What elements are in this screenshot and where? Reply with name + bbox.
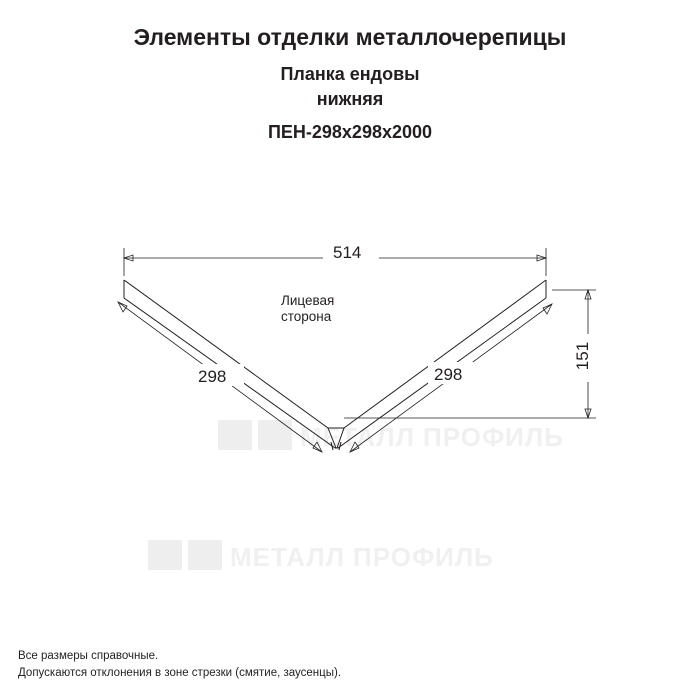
footer-notes — [18, 648, 341, 682]
dimension-height — [344, 290, 596, 418]
technical-drawing — [0, 180, 700, 600]
footer-note-1: Все размеры справочные. — [18, 650, 159, 662]
dimension-top-width-value: 514 — [333, 243, 362, 262]
page-title: Элементы отделки металлочерепицы — [133, 24, 567, 50]
title-block — [0, 22, 700, 145]
svg-text:МЕТАЛЛ ПРОФИЛЬ: МЕТАЛЛ ПРОФИЛЬ — [230, 542, 494, 572]
product-name-line2: нижняя — [316, 89, 384, 109]
watermark-bottom — [148, 540, 494, 572]
dimension-left-slope-value: 298 — [198, 367, 227, 386]
dimension-right-slope-value: 298 — [434, 365, 463, 384]
footer-note-2: Допускаются отклонения в зоне стрезки (смятие, заусенцы). — [18, 667, 342, 679]
face-label-line2: сторона — [281, 309, 332, 324]
face-label-line1: Лицевая — [281, 293, 335, 308]
svg-text:МЕТАЛЛ ПРОФИЛЬ: МЕТАЛЛ ПРОФИЛЬ — [300, 422, 564, 452]
product-name-line1: Планка ендовы — [280, 64, 420, 84]
product-code: ПЕН-298х298х2000 — [267, 122, 433, 142]
dimension-height-value: 151 — [573, 341, 592, 371]
watermark-top — [218, 420, 564, 452]
face-side-label — [281, 293, 334, 324]
dimension-top-width — [124, 242, 546, 276]
